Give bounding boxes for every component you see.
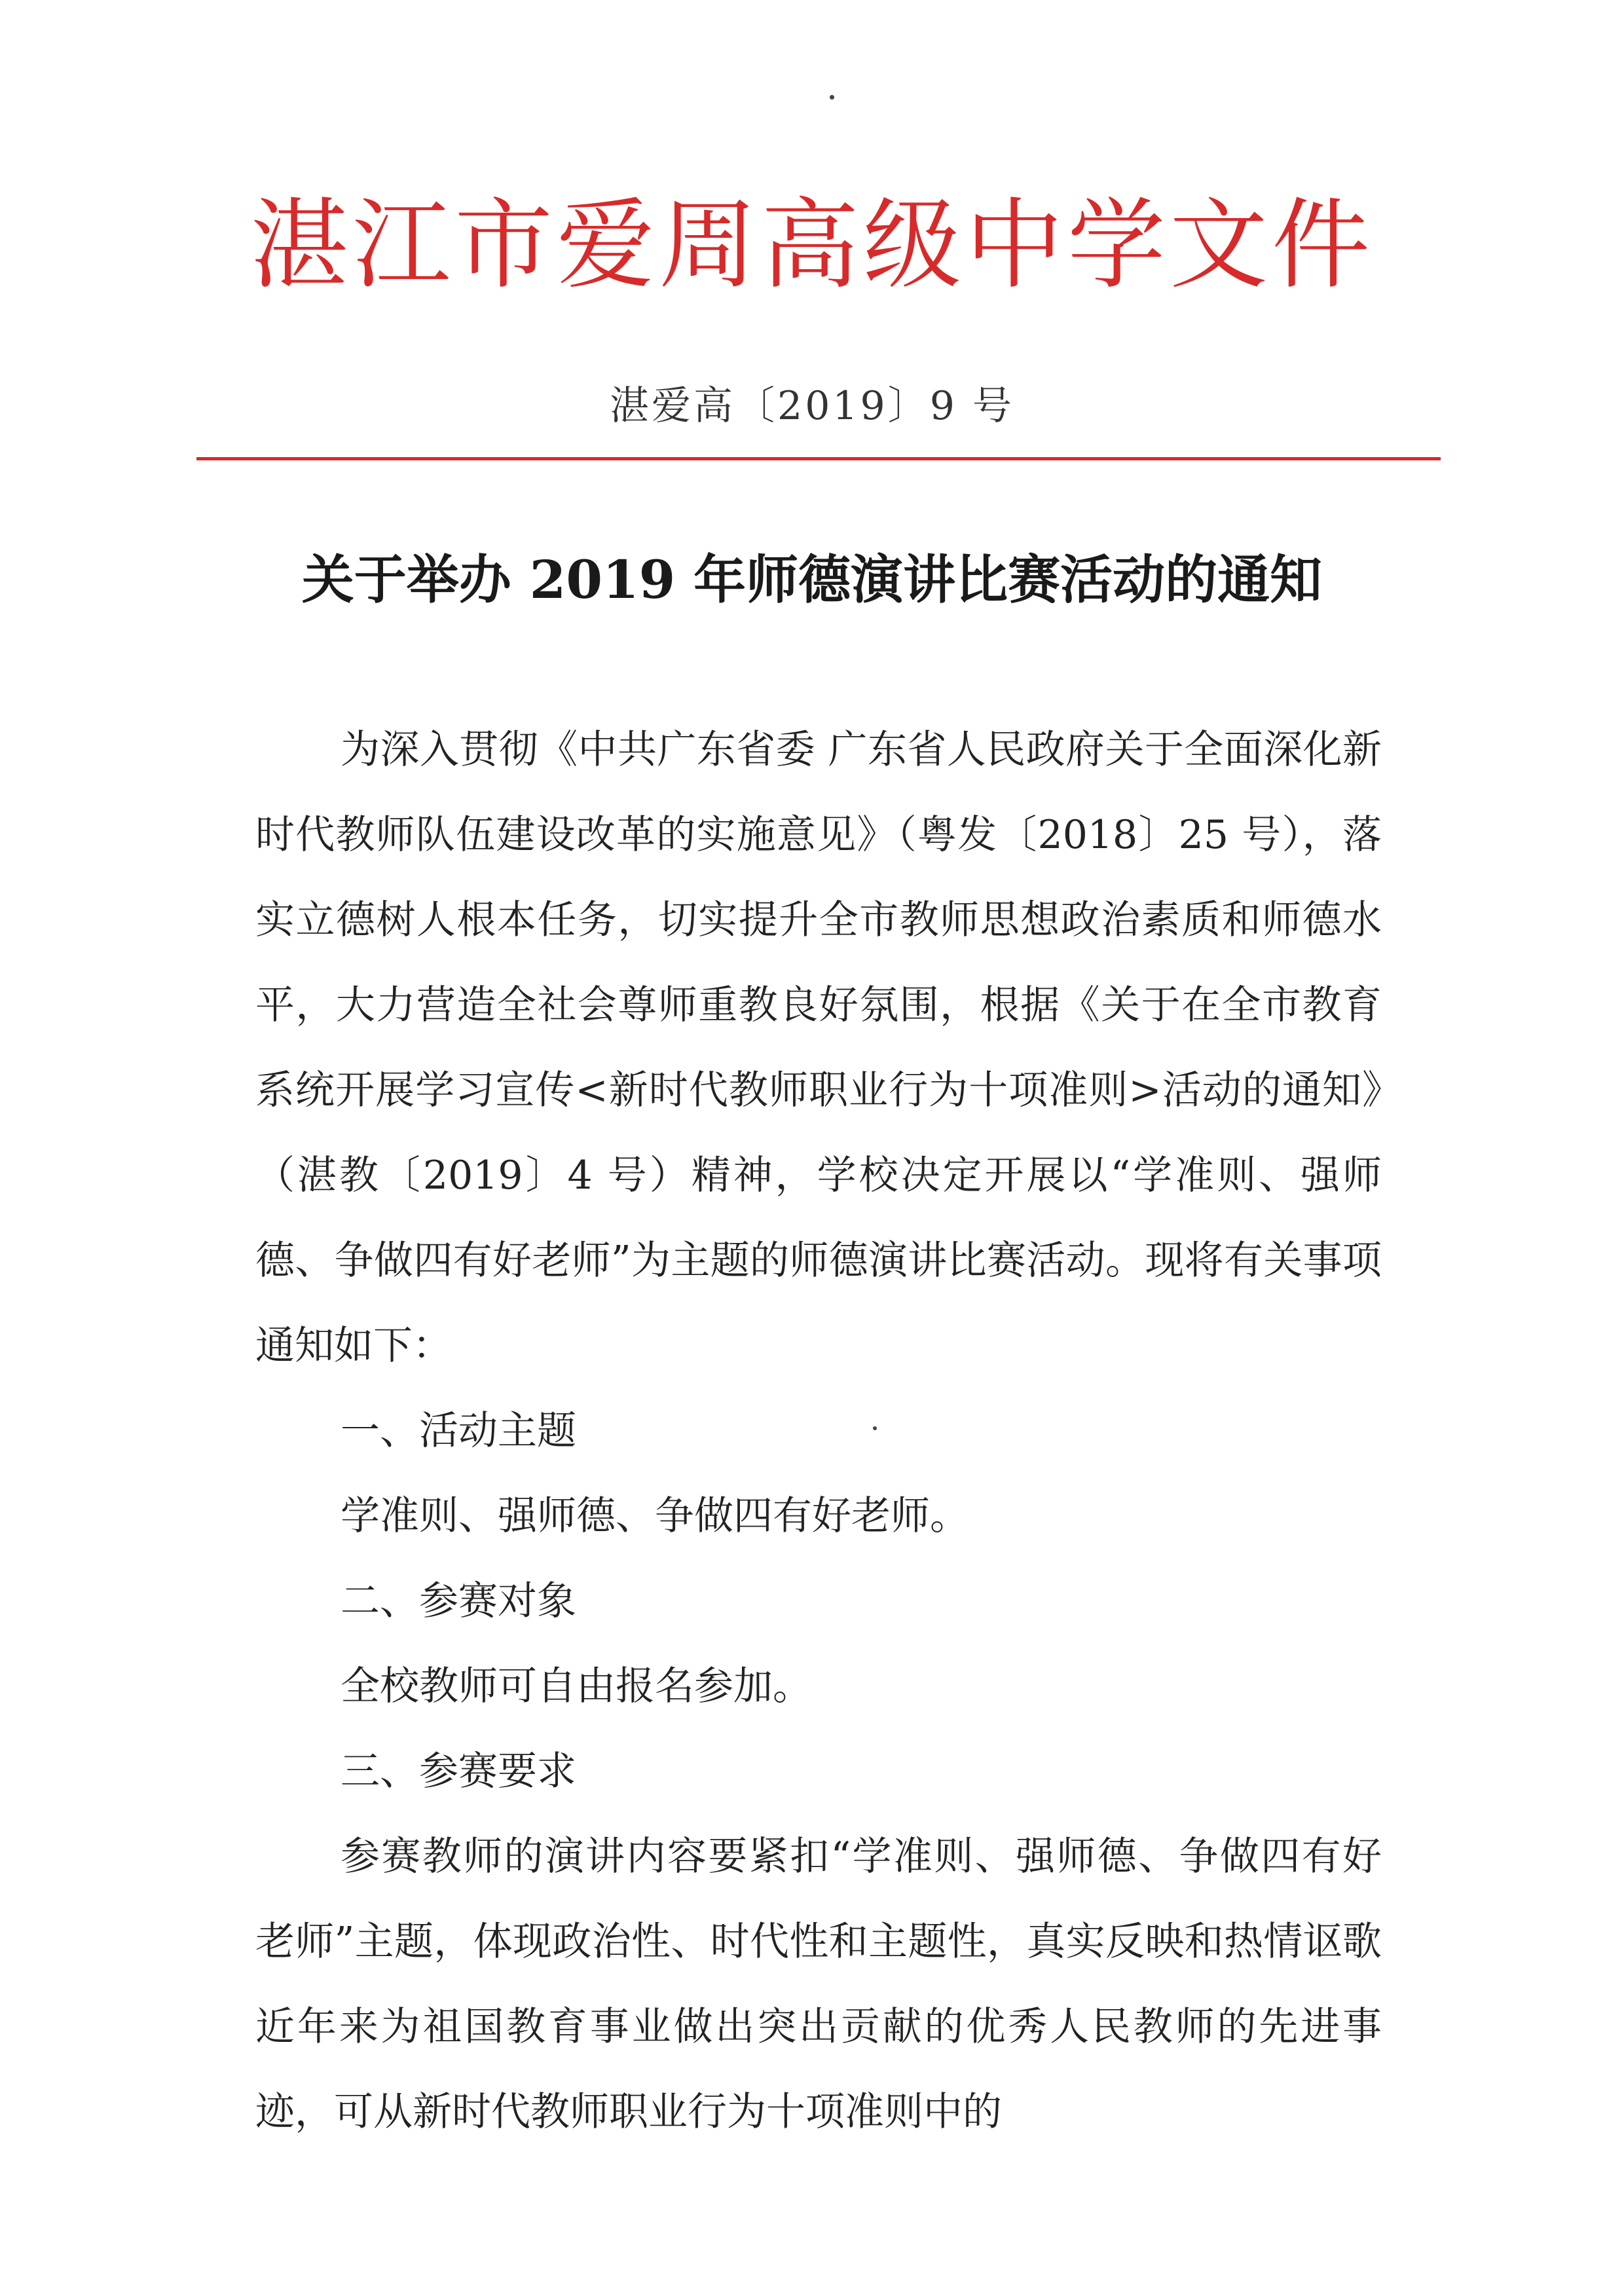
document-number: 湛爱高〔2019〕9 号 [610,383,1014,429]
section-heading-requirements: 三、参赛要求 [341,1749,576,1794]
section-text-theme: 学准则、强师德、争做四有好老师。 [341,1493,969,1539]
section-text-requirements: 参赛教师的演讲内容要紧扣“学准则、强师德、争做四有好老师”主题，体现政治性、时代性和主题性，真实反映和热情讴歌近年来为祖国教育事业做出突出贡献的优秀人民教师的先进事迹，可从新时代教师职业行为十项准则中的 [255,1834,1382,2135]
red-divider-line [196,457,1441,460]
section-heading-participants: 二、参赛对象 [341,1578,576,1624]
intro-paragraph: 为深入贯彻《中共广东省委 广东省人民政府关于全面深化新时代教师队伍建设改革的实施意见》（粤发〔2018〕25 号），落实立德树人根本任务，切实提升全市教师思想政治素质和师德水平，大力营造全社会尊师重教良好氛围，根据《关于在全市教育系统开展学习宣传<新时代教师职业行为十项准则>活动的通知》（湛教〔2019〕4 号）精神，学校决定开展以“学准则、强师德、争做四有好老师”为主题的师德演讲比赛活动。现将有关事项通知如下： [255,727,1382,1369]
scan-speck [873,1426,877,1430]
document-body [255,707,1382,2155]
section-text-participants: 全校教师可自由报名参加。 [341,1663,812,1709]
scan-speck [830,95,834,100]
section-heading-theme: 一、活动主题 [341,1408,576,1454]
document-header-title: 湛江市爱周高级中学文件 [249,189,1374,303]
notice-title: 关于举办 2019 年师德演讲比赛活动的通知 [301,549,1323,610]
